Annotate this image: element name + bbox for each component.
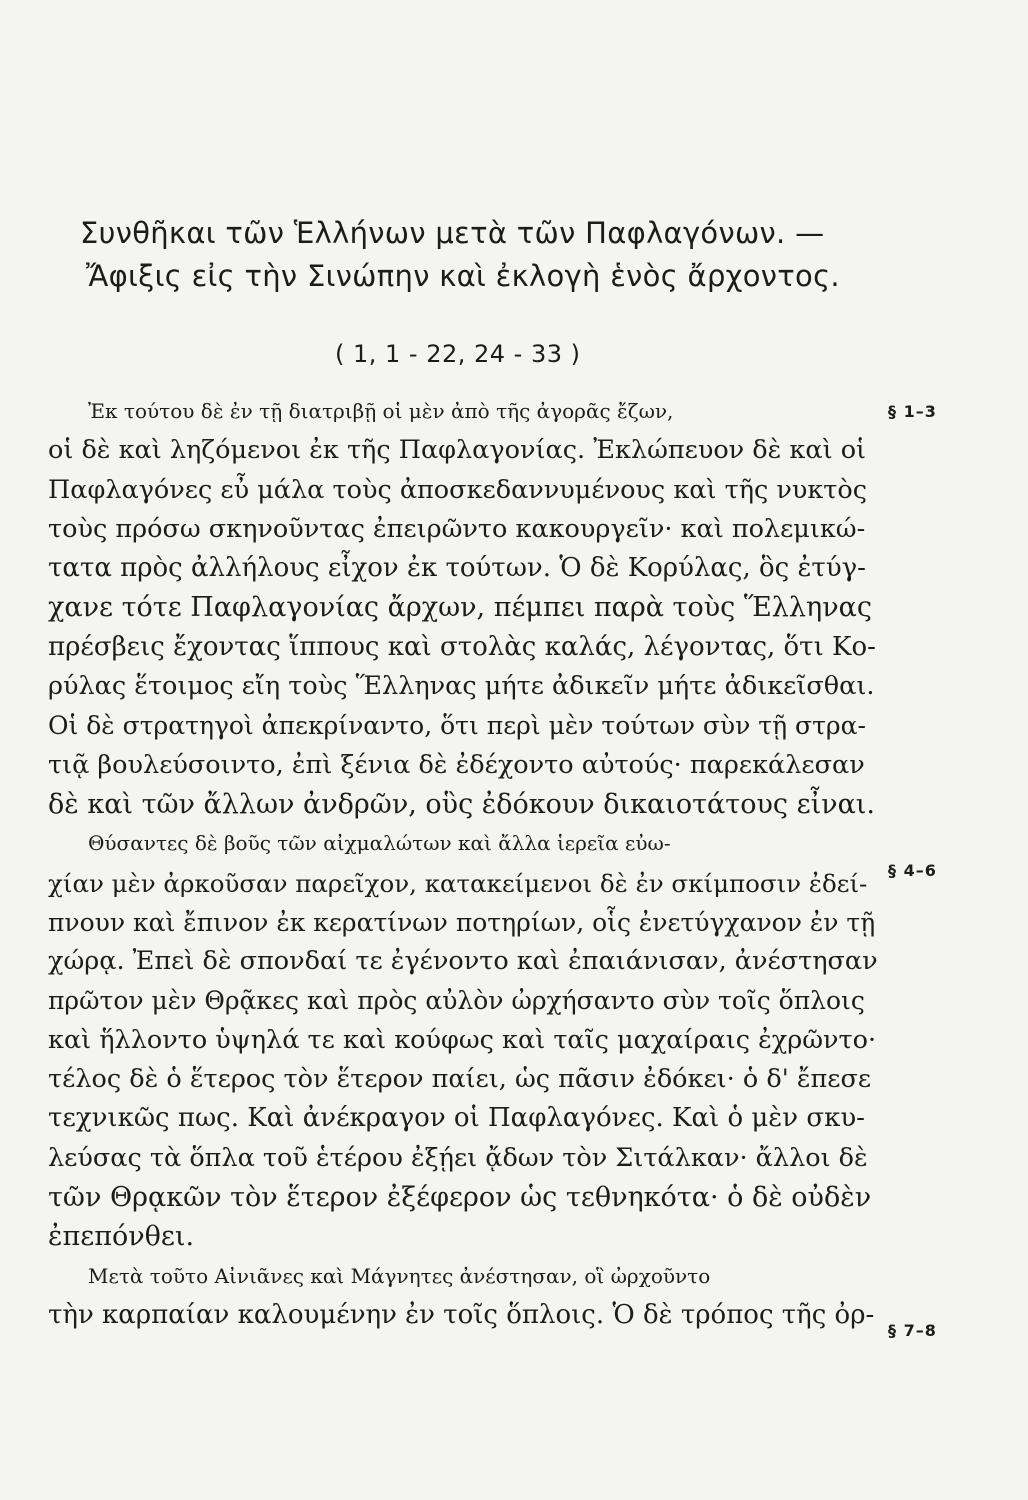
text-line: καὶ ἥλλοντο ὑψηλά τε καὶ κούφως καὶ ταῖς μαχαίραις ἐχρῶντο· — [48, 1024, 877, 1055]
text-line: Θύσαντες δὲ βοῦς τῶν αἰχμαλώτων καὶ ἄλλα ἱερεῖα εὐω- — [88, 831, 671, 856]
text-line: χανε τότε Παφλαγονίας ἄρχων, πέμπει παρὰ τοὺς Ἕλληνας — [48, 592, 872, 624]
text-line: τὴν καρπαίαν καλουμένην ἐν τοῖς ὅπλοις. Ὁ δὲ τρόπος τῆς ὀρ- — [48, 1299, 875, 1330]
text-line: τῶν Θρᾳκῶν τὸν ἕτερον ἐξέφερον ὡς τεθνηκότα· ὁ δὲ οὐδὲν — [48, 1181, 872, 1213]
text-line: τεχνικῶς πως. Καὶ ἀνέκραγον οἱ Παφλαγόνες. Καὶ ὁ μὲν σκυ- — [48, 1103, 865, 1134]
paragraph-3 — [48, 1257, 878, 1336]
text-line: ρύλας ἕτοιμος εἴη τοὺς Ἕλληνας μήτε ἀδικεῖν μήτε ἀδικεῖσθαι. — [48, 671, 875, 702]
text-line: πρέσβεις ἔχοντας ἵππους καὶ στολὰς καλάς, λέγοντας, ὅτι Κο- — [48, 631, 876, 662]
text-line: πνουν καὶ ἔπινον ἐκ κερατίνων ποτηρίων, οἷς ἐνετύγχανον ἐν τῇ — [48, 907, 876, 937]
text-line: Ἐκ τούτου δὲ ἐν τῇ διατριβῇ οἱ μὲν ἀπὸ τῆς ἀγορᾶς ἔζων, — [88, 399, 674, 423]
paragraph-2 — [48, 824, 878, 1256]
margin-note-section-4-6: § 4–6 — [888, 861, 937, 880]
text-line: λεύσας τὰ ὅπλα τοῦ ἑτέρου ἐξῄει ᾄδων τὸν Σιτάλκαν· ἄλλοι δὲ — [48, 1142, 868, 1173]
text-line: τέλος δὲ ὁ ἕτερος τὸν ἕτερον παίει, ὡς πᾶσιν ἐδόκει· ὁ δ' ἔπεσε — [48, 1064, 872, 1095]
heading-line-1: Συνθῆκαι τῶν Ἑλλήνων μετὰ τῶν Παφλαγόνων. — — [80, 216, 825, 250]
chapter-heading — [80, 212, 860, 298]
text-line: Μετὰ τοῦτο Αἰνιᾶνες καὶ Μάγνητες ἀνέστησαν, οἳ ὠρχοῦντο — [88, 1263, 711, 1288]
text-line: οἱ δὲ καὶ ληζόμενοι ἐκ τῆς Παφλαγονίας. Ἐκλώπευον δὲ καὶ οἱ — [48, 435, 867, 466]
heading-line-2: Ἄφιξις εἰς τὴν Σινώπην καὶ ἐκλογὴ ἑνὸς ἄρχοντος. — [86, 259, 840, 293]
text-line: Παφλαγόνες εὖ μάλα τοὺς ἀποσκεδαννυμένους καὶ τῆς νυκτὸς — [48, 474, 868, 505]
text-line: δὲ καὶ τῶν ἄλλων ἀνδρῶν, οὓς ἐδόκουν δικαιοτάτους εἶναι. — [48, 788, 875, 820]
text-line: Οἱ δὲ στρατηγοὶ ἀπεκρίναντο, ὅτι περὶ μὲν τούτων σὺν τῇ στρα- — [48, 711, 866, 741]
text-line: τοὺς πρόσω σκηνοῦντας ἐπειρῶντο κακουργεῖν· καὶ πολεμικώ- — [48, 513, 866, 544]
passage-reference: ( 1, 1 - 22, 24 - 33 ) — [335, 340, 581, 368]
text-line: τατα πρὸς ἀλλήλους εἶχον ἐκ τούτων. Ὁ δὲ Κορύλας, ὃς ἐτύγ- — [48, 553, 866, 584]
text-line: πρῶτον μὲν Θρᾷκες καὶ πρὸς αὐλὸν ὠρχήσαντο σὺν τοῖς ὅπλοις — [48, 986, 865, 1016]
body-text — [48, 392, 878, 1335]
paragraph-1 — [48, 392, 878, 824]
text-line: χίαν μὲν ἀρκοῦσαν παρεῖχον, κατακείμενοι δὲ ἐν σκίμποσιν ἐδεί- — [48, 868, 868, 898]
text-line: ἐπεπόνθει. — [48, 1221, 195, 1253]
text-line: τιᾷ βουλεύσοιντο, ἐπὶ ξένια δὲ ἐδέχοντο αὐτούς· παρεκάλεσαν — [48, 749, 865, 780]
margin-note-section-1-3: § 1–3 — [888, 402, 937, 421]
text-line: χώρᾳ. Ἐπεὶ δὲ σπονδαί τε ἐγένοντο καὶ ἐπαιάνισαν, ἀνέστησαν — [48, 946, 878, 977]
margin-note-section-7-8: § 7–8 — [888, 1321, 937, 1340]
